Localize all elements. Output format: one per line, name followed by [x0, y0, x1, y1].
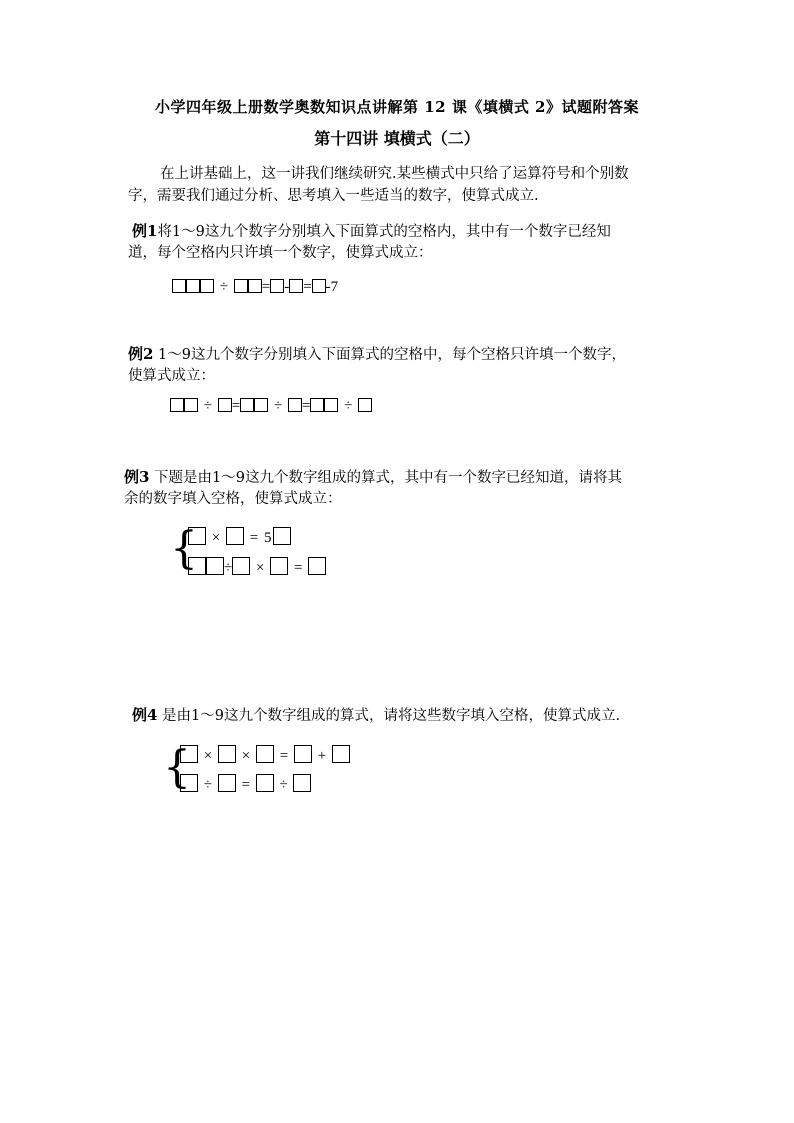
equals-sign: = [249, 530, 259, 546]
blank-box[interactable] [188, 557, 206, 575]
example-3-line-1 [124, 466, 622, 489]
blank-box[interactable] [332, 745, 350, 763]
blank-box[interactable] [218, 774, 236, 792]
equals-sign: = [241, 777, 250, 793]
times-sign: × [203, 748, 213, 764]
blank-box[interactable] [310, 398, 324, 412]
blank-box[interactable] [256, 745, 274, 763]
divide-sign: ÷ [203, 777, 212, 793]
example-2-label: 例2 [128, 345, 154, 363]
blank-box[interactable] [293, 774, 311, 792]
example-4-equation-row-1 [180, 745, 350, 765]
blank-box[interactable] [232, 557, 250, 575]
equals-sign: = [301, 398, 311, 414]
blank-box[interactable] [188, 527, 206, 545]
example-1-label: 例1 [132, 222, 158, 240]
blank-box[interactable] [289, 279, 303, 293]
equals-sign: = [293, 560, 303, 576]
blank-box[interactable] [206, 557, 224, 575]
example-2-equation [170, 398, 372, 415]
blank-box[interactable] [186, 279, 200, 293]
divide-sign: ÷ [273, 398, 283, 414]
example-4-equation-row-2 [180, 774, 311, 794]
blank-box[interactable] [273, 527, 291, 545]
divide-sign: ÷ [279, 777, 288, 793]
blank-box[interactable] [254, 398, 268, 412]
example-1-line-2: 道，每个空格内只许填一个数字，使算式成立： [128, 245, 433, 261]
example-2-line-1 [128, 343, 626, 366]
example-3-label: 例3 [124, 468, 150, 486]
blank-box[interactable] [180, 745, 198, 763]
equals-sign: = [231, 398, 241, 414]
example-1-text-1: 将1～9这九个数字分别填入下面算式的空格内，其中有一个数字已经知 [157, 224, 611, 240]
lecture-subtitle: 第十四讲 填横式（二） [314, 129, 480, 148]
equals-sign: = [261, 279, 271, 295]
minus-sign: - [284, 279, 290, 295]
blank-box[interactable] [270, 279, 284, 293]
blank-box[interactable] [184, 398, 198, 412]
blank-box[interactable] [294, 745, 312, 763]
known-digit-five: 5 [263, 530, 272, 546]
example-3-equation-row-2 [188, 557, 326, 577]
blank-box[interactable] [324, 398, 338, 412]
intro-line-2: 字，需要我们通过分析、思考填入一些适当的数字，使算式成立. [128, 188, 539, 204]
blank-box[interactable] [170, 398, 184, 412]
blank-box[interactable] [358, 398, 372, 412]
times-sign: × [255, 560, 265, 576]
example-2-text-1: 1～9这九个数字分别填入下面算式的空格中，每个空格只许填一个数字， [153, 347, 626, 363]
blank-box[interactable] [248, 279, 262, 293]
blank-box[interactable] [218, 398, 232, 412]
blank-box[interactable] [240, 398, 254, 412]
blank-box[interactable] [172, 279, 186, 293]
divide-sign: ÷ [219, 279, 228, 295]
blank-box[interactable] [312, 279, 326, 293]
blank-box[interactable] [234, 279, 248, 293]
example-3-text-1: 下题是由1～9这九个数字组成的算式，其中有一个数字已经知道，请将其 [149, 470, 622, 486]
example-4-text-1: 是由1～9这九个数字组成的算式，请将这些数字填入空格，使算式成立. [157, 708, 621, 724]
equals-sign: = [279, 748, 289, 764]
blank-box[interactable] [218, 745, 236, 763]
blank-box[interactable] [288, 398, 302, 412]
system-brace: { [163, 742, 191, 793]
plus-sign: + [317, 748, 327, 764]
equals-sign: = [303, 279, 312, 295]
divide-sign: ÷ [344, 398, 353, 414]
example-1-line-1 [132, 220, 611, 243]
blank-box[interactable] [308, 557, 326, 575]
times-sign: × [241, 748, 251, 764]
divide-sign: ÷ [203, 398, 212, 414]
example-3-line-2: 余的数字填入空格，使算式成立： [124, 491, 342, 507]
blank-box[interactable] [226, 527, 244, 545]
system-brace: { [170, 523, 198, 574]
times-sign: × [211, 530, 221, 546]
example-4-line-1 [132, 704, 620, 727]
document-title: 小学四年级上册数学奥数知识点讲解第 12 课《填横式 2》试题附答案 [155, 98, 639, 116]
blank-box[interactable] [256, 774, 274, 792]
minus-seven: -7 [325, 279, 339, 295]
blank-box[interactable] [200, 279, 214, 293]
example-4-label: 例4 [132, 706, 158, 724]
blank-box[interactable] [180, 774, 198, 792]
example-2-line-2: 使算式成立： [128, 368, 215, 384]
example-3-equation-row-1 [188, 527, 291, 547]
example-1-equation [172, 279, 338, 296]
blank-box[interactable] [270, 557, 288, 575]
divide-sign: ÷ [224, 560, 233, 576]
intro-line-1: 在上讲基础上，这一讲我们继续研究.某些横式中只给了运算符号和个别数 [160, 166, 629, 182]
